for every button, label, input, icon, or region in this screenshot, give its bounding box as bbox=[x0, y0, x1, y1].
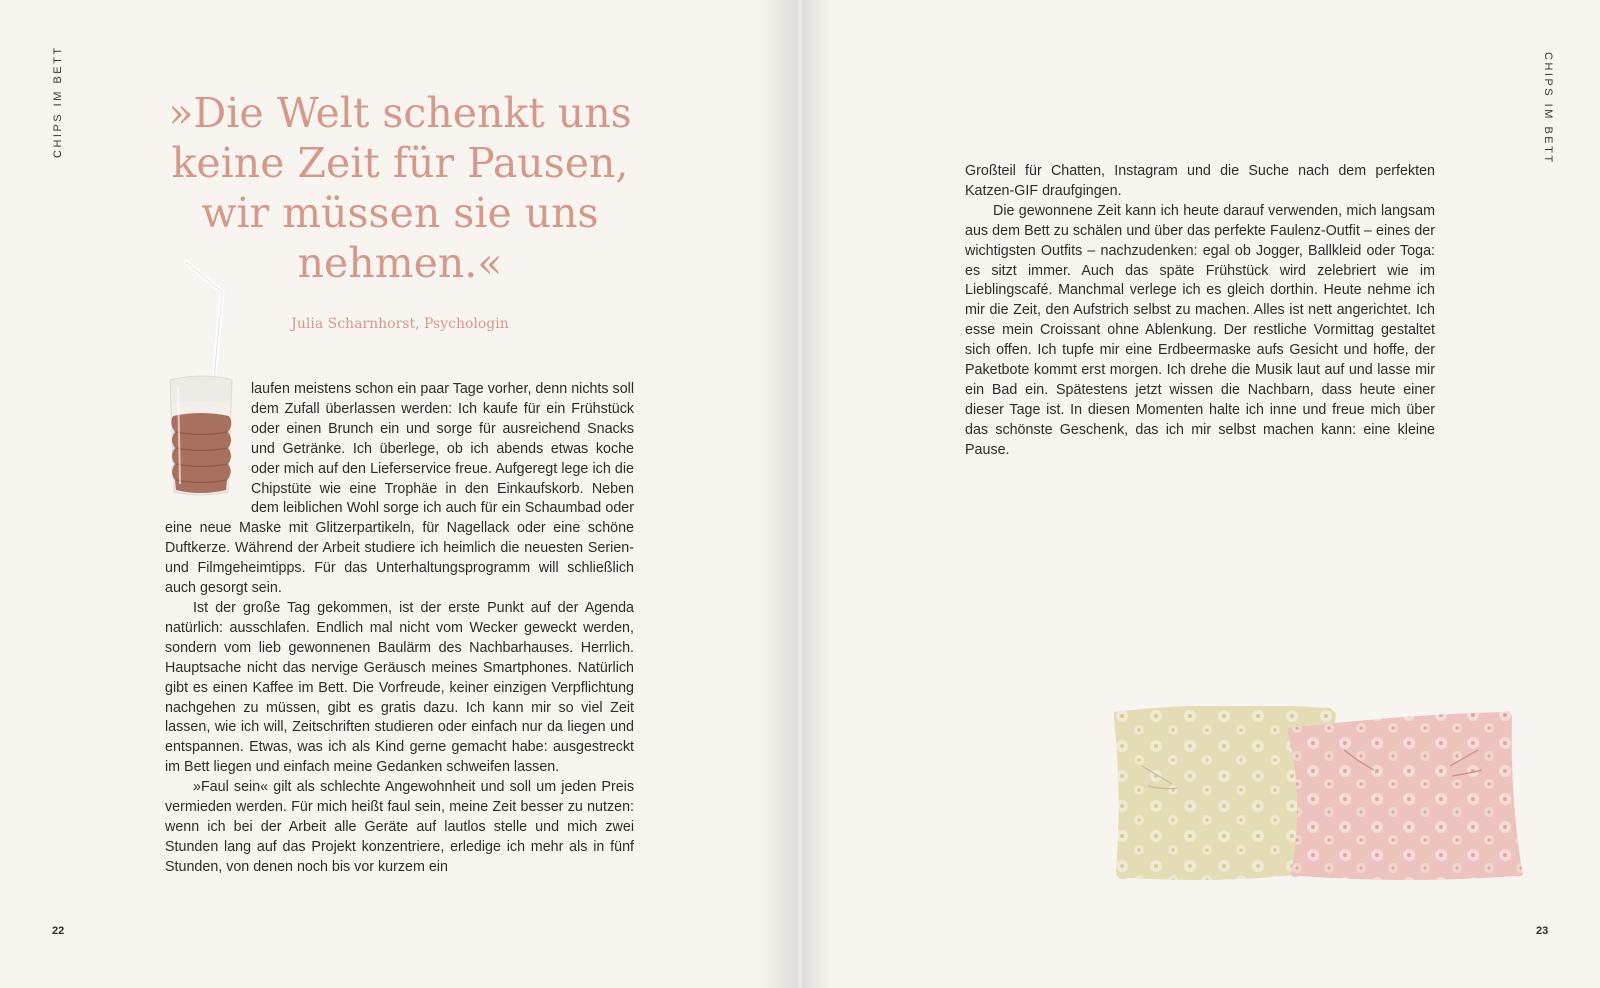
left-body-text bbox=[165, 380, 634, 878]
paragraph: laufen meistens schon ein paar Tage vorher, denn nichts soll dem Zufall überlassen werden: Ich kaufe für ein Frühstück oder einen Brunch ein und sorge für ausreichend Snacks und Getränke. Ich überlege, ob ich abends etwas koche oder mich auf den Lieferservice freue. Aufgeregt lege ich die Chipstüte wie eine Trophäe in den Einkaufskorb. Neben dem leiblichen Wohl sorge ich auch für ein Schaumbad oder eine neue Maske mit Glitzerpartikeln, für Nagellack oder eine schöne Duftkerze. Während der Arbeit studiere ich heimlich die neuesten Serien- und Filmgeheimtipps. Für das Unterhaltungsprogramm will schließlich auch gesorgt sein. bbox=[165, 381, 634, 597]
gutter-shadow bbox=[758, 0, 798, 988]
text-wrap-spacer bbox=[165, 380, 251, 500]
left-page bbox=[0, 0, 798, 988]
paragraph: »Faul sein« gilt als schlechte Angewohnheit und soll um jeden Preis vermieden werden. Für mich heißt faul sein, meine Zeit besser zu nutzen: wenn ich bei der Arbeit alle Geräte auf lautlos stelle und mich zwei Stunden lang auf das Projekt konzentriere, erledige ich mehr als in fünf Stunden, von denen noch bis vor kurzem ein bbox=[165, 779, 634, 875]
gutter-shadow bbox=[802, 0, 832, 988]
pull-quote: »Die Welt schenkt uns keine Zeit für Pausen, wir müssen sie uns nehmen.« bbox=[168, 89, 632, 287]
running-head-right: CHIPS IM BETT bbox=[1542, 52, 1554, 165]
paragraph: Ist der große Tag gekommen, ist der erste Punkt auf der Agenda natürlich: ausschlafen. Endlich mal nicht vom Wecker geweckt werden, sondern vom lieb gewonnenen Baulärm des Nachbarhauses. Herrlich. Hauptsache nicht das nervige Geräusch meines Smartphones. Natürlich gibt es einen Kaffee im Bett. Die Vorfreude, keiner einzigen Verpflichtung nachgehen zu müssen, gibt es gratis dazu. Ich kann mir so viel Zeit lassen, wie ich will, Zeitschriften studieren oder einfach nur da liegen und entspannen. Etwas, was ich als Kind gerne gemacht habe: ausgestreckt im Bett liegen und einfach meine Gedanken schweifen lassen. bbox=[165, 599, 634, 776]
paragraph: Die gewonnene Zeit kann ich heute darauf verwenden, mich langsam aus dem Bett zu schälen und über das perfekte Faulenz-Outfit – eines der wichtigsten Outfits – nachzudenken: egal ob Jogger, Ballkleid oder Toga: es sitzt immer. Auch das späte Frühstück wird zelebriert wie im Lieblingscafé. Manchmal verlege ich es gleich dorthin. Heute nehme ich mir die Zeit, den Aufstrich selbst zu machen. Alles ist nett angerichtet. Ich esse mein Croissant ohne Ablenkung. Der restliche Vormittag gestaltet sich offen. Ich tupfe mir eine Erdbeermaske aufs Gesicht und hoffe, der Paketbote kommt erst morgen. Ich drehe die Musik laut auf und lasse mir ein Bad ein. Spätestens jetzt wissen die Nachbarn, dass heute einer dieser Tage ist. In diesen Momenten halte ich inne und freue mich über das schönste Geschenk, das ich mir selbst machen kann: eine kleine Pause. bbox=[965, 202, 1435, 458]
right-body-text bbox=[965, 162, 1435, 461]
pillows-illustration bbox=[1112, 706, 1552, 906]
page-number-right: 23 bbox=[1536, 925, 1549, 937]
paragraph: Großteil für Chatten, Instagram und die Suche nach dem perfekten Katzen-GIF draufgingen. bbox=[965, 163, 1435, 199]
page-number-left: 22 bbox=[52, 925, 65, 937]
running-head-left: CHIPS IM BETT bbox=[52, 45, 64, 158]
quote-attribution: Julia Scharnhorst, Psychologin bbox=[291, 316, 509, 332]
